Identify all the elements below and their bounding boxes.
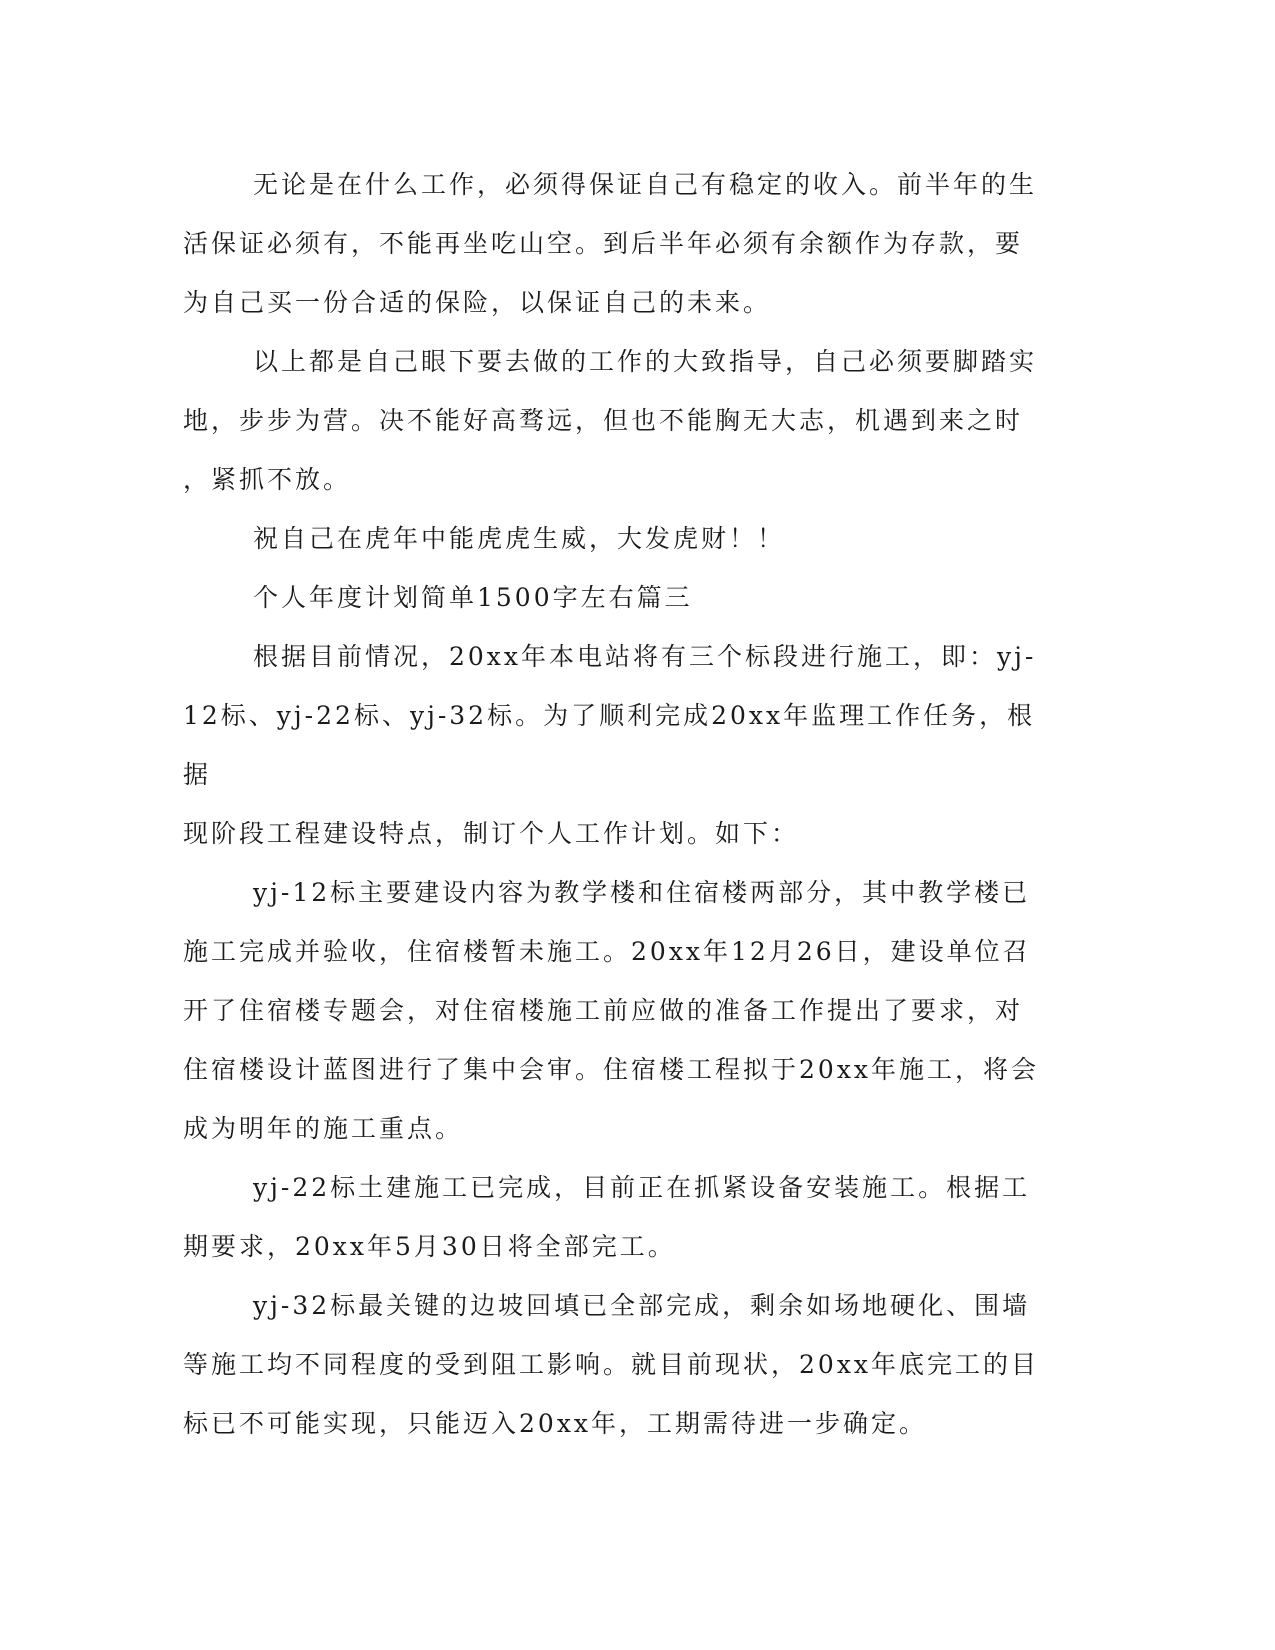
text-line: 为自己买一份合适的保险，以保证自己的未来。 [183,288,772,317]
text-line: 无论是在什么工作，必须得保证自己有稳定的收入。前半年的生 [253,170,1038,199]
paragraph-income [183,155,1043,332]
text-line: 12标、yj-22标、yj-32标。为了顺利完成20xx年监理工作任务，根据 [183,701,1036,789]
text-line: yj-32标最关键的边坡回填已全部完成，剩余如场地硬化、围墙 [253,1291,1031,1320]
paragraph-yj22 [183,1158,1043,1276]
text-line: 标已不可能实现，只能迈入20xx年，工期需待进一步确定。 [183,1409,928,1438]
text-line: 住宿楼设计蓝图进行了集中会审。住宿楼工程拟于20xx年施工，将会 [183,1055,1040,1084]
text-line: 开了住宿楼专题会，对住宿楼施工前应做的准备工作提出了要求，对 [183,996,1024,1025]
text-line: 根据目前情况，20xx年本电站将有三个标段进行施工，即：yj- [253,642,1037,671]
paragraph-guidance [183,332,1043,509]
paragraph-wish [183,509,1043,568]
document-body [183,155,1043,1453]
text-line: 成为明年的施工重点。 [183,1114,464,1143]
text-line: 期要求，20xx年5月30日将全部完工。 [183,1232,676,1261]
section-heading [183,568,1043,627]
text-line: yj-22标土建施工已完成，目前正在抓紧设备安装施工。根据工 [253,1173,1031,1202]
paragraph-yj12 [183,863,1043,1158]
text-line: ，紧抓不放。 [183,465,352,494]
text-line: 以上都是自己眼下要去做的工作的大致指导，自己必须要脚踏实 [253,347,1038,376]
text-line: 施工完成并验收，住宿楼暂未施工。20xx年12月26日，建设单位召 [183,937,1031,966]
text-line: 现阶段工程建设特点，制订个人工作计划。如下： [183,819,800,848]
text-line: 活保证必须有，不能再坐吃山空。到后半年必须有余额作为存款，要 [183,229,1024,258]
heading-text: 个人年度计划简单1500字左右篇三 [253,583,693,612]
text-line: 地，步步为营。决不能好高骛远，但也不能胸无大志，机遇到来之时 [183,406,1024,435]
paragraph-yj32 [183,1276,1043,1453]
text-line: yj-12标主要建设内容为教学楼和住宿楼两部分，其中教学楼已 [253,878,1031,907]
text-line: 祝自己在虎年中能虎虎生威，大发虎财！！ [253,524,786,553]
paragraph-overview [183,627,1043,863]
text-line: 等施工均不同程度的受到阻工影响。就目前现状，20xx年底完工的目 [183,1350,1040,1379]
